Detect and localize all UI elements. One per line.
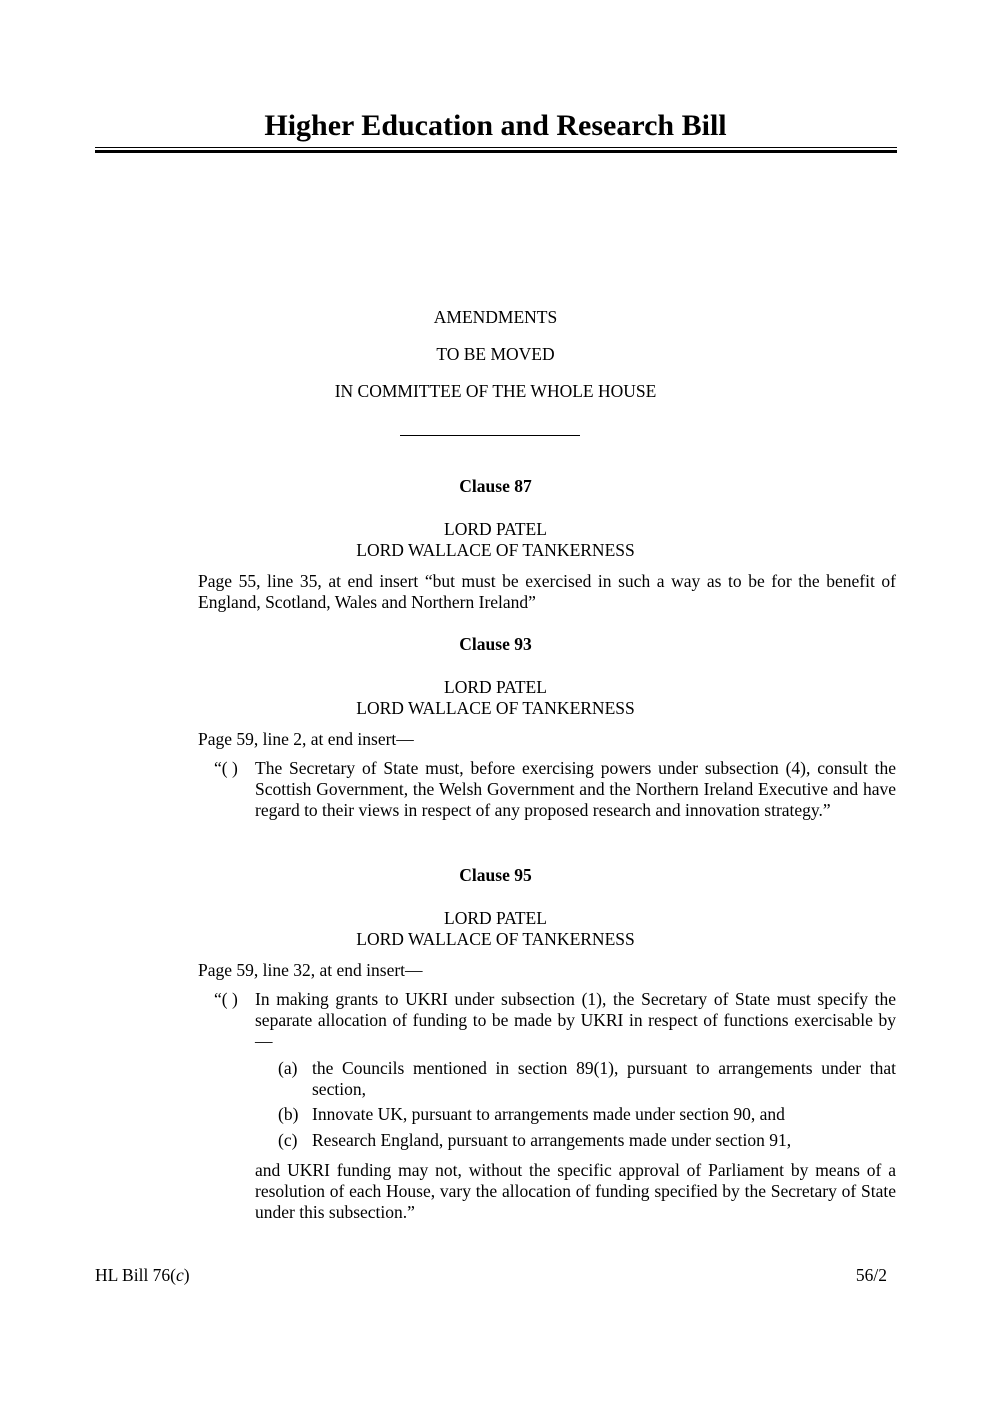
mover: LORD WALLACE OF TANKERNESS xyxy=(356,929,635,949)
inserted-text xyxy=(214,989,896,1052)
item-mark: (a) xyxy=(278,1058,298,1078)
paragraph-item xyxy=(278,1130,896,1151)
bill-number-suffix-letter: c xyxy=(176,1265,184,1285)
bill-number-prefix: HL Bill 76( xyxy=(95,1265,177,1285)
mover: LORD WALLACE OF TANKERNESS xyxy=(356,540,635,560)
bill-number xyxy=(95,1265,190,1286)
heading-line-1: AMENDMENTS xyxy=(433,307,558,327)
heading-line-2: TO BE MOVED xyxy=(436,344,555,364)
item-mark: (c) xyxy=(278,1130,298,1150)
title-rule-thick xyxy=(95,150,897,153)
separator-rule xyxy=(400,435,580,436)
bill-title: Higher Education and Research Bill xyxy=(264,109,727,142)
item-mark: (b) xyxy=(278,1104,299,1124)
bill-number-close: ) xyxy=(183,1265,190,1285)
mover: LORD PATEL xyxy=(444,519,547,539)
mover: LORD WALLACE OF TANKERNESS xyxy=(356,698,635,718)
title-rule-thin xyxy=(95,147,897,148)
clause-heading: Clause 95 xyxy=(459,865,532,885)
inserted-text-body: The Secretary of State must, before exercising powers under subsection (4), consult the Scottish Government, the Welsh Government and the Northern Ireland Executive and have regard to their views in respect of any proposed research and innovation strategy.” xyxy=(255,758,896,820)
subsection-mark: “( ) xyxy=(214,989,238,1009)
item-text: the Councils mentioned in section 89(1), pursuant to arrangements under that section, xyxy=(312,1058,896,1099)
closing-text: and UKRI funding may not, without the specific approval of Parliament by means of a resolution of each House, vary the allocation of funding specified by the Secretary of State under this subsection.” xyxy=(255,1160,896,1222)
item-text: Innovate UK, pursuant to arrangements made under section 90, and xyxy=(312,1104,785,1124)
mover: LORD PATEL xyxy=(444,908,547,928)
page-reference: 56/2 xyxy=(855,1265,887,1285)
heading-line-3: IN COMMITTEE OF THE WHOLE HOUSE xyxy=(334,381,657,401)
inserted-text-body: In making grants to UKRI under subsection (1), the Secretary of State must specify the separate allocation of funding to be made by UKRI in respect of functions exercisable by— xyxy=(255,989,896,1051)
inserted-text xyxy=(214,758,896,821)
subsection-mark: “( ) xyxy=(214,758,238,778)
item-text: Research England, pursuant to arrangements made under section 91, xyxy=(312,1130,792,1150)
amendment-instruction: Page 59, line 32, at end insert— xyxy=(198,960,423,980)
clause-heading: Clause 87 xyxy=(459,476,532,496)
paragraph-item xyxy=(278,1058,896,1100)
paragraph-item xyxy=(278,1104,896,1125)
amendment-instruction: Page 55, line 35, at end insert “but must be exercised in such a way as to be for the benefit of England, Scotland, Wales and Northern Ireland” xyxy=(198,571,896,612)
amendment-instruction: Page 59, line 2, at end insert— xyxy=(198,729,414,749)
clause-heading: Clause 93 xyxy=(459,634,532,654)
mover: LORD PATEL xyxy=(444,677,547,697)
